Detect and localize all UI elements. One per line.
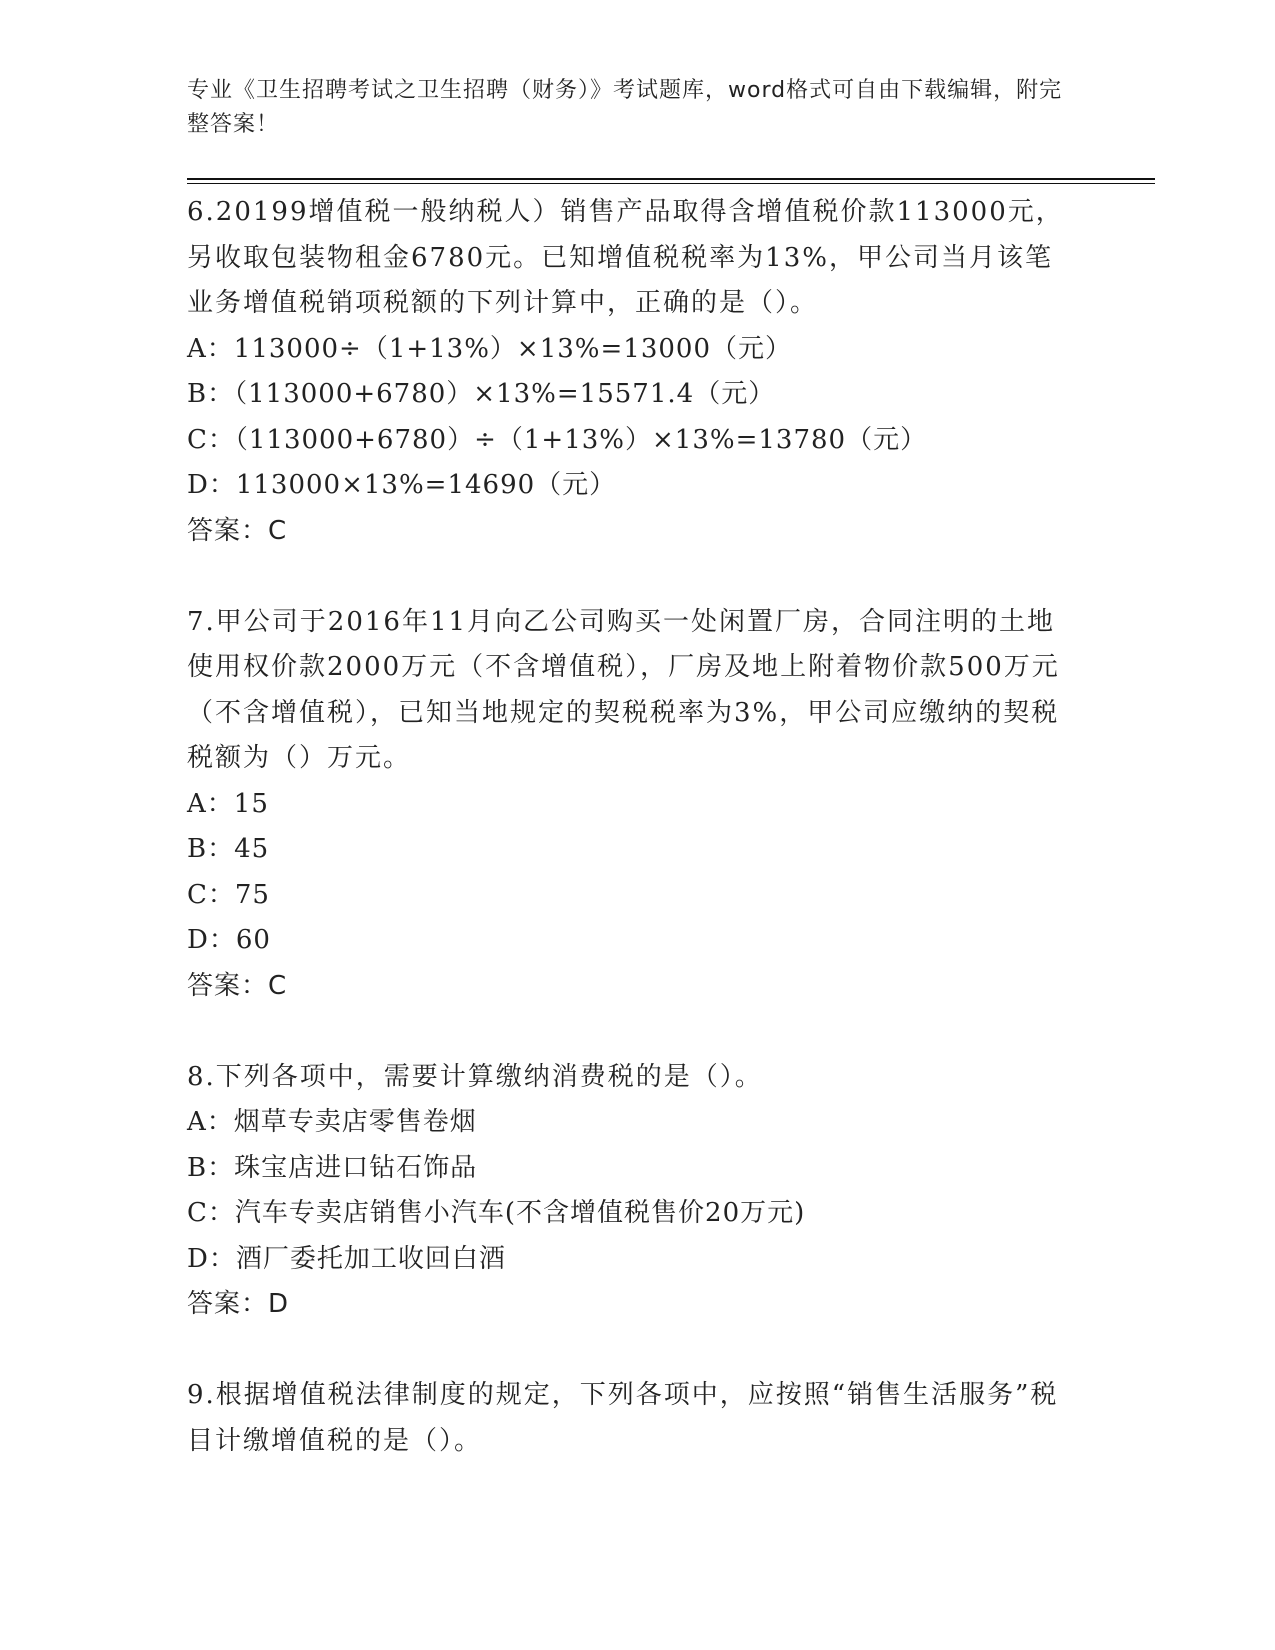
question-stem: 7.甲公司于2016年11月向乙公司购买一处闲置厂房，合同注明的土地使用权价款2000万元（不含增值税），厂房及地上附着物价款500万元（不含增值税），已知当地规定的契税税率为3%，甲公司应缴纳的契税税额为（）万元。	[187, 606, 1060, 773]
question-list	[187, 190, 1067, 1464]
question-stem: 9.根据增值税法律制度的规定，下列各项中，应按照“销售生活服务”税目计缴增值税的是（）。	[187, 1380, 1059, 1456]
header-rule-thick	[187, 178, 1155, 180]
option-b: B：（113000+6780）×13%=15571.4（元）	[187, 379, 776, 409]
option-a: A：烟草专卖店零售卷烟	[187, 1107, 477, 1137]
option-c: C：（113000+6780）÷（1+13%）×13%=13780（元）	[187, 424, 928, 455]
answer: 答案：D	[187, 1289, 290, 1319]
answer: 答案：C	[187, 515, 288, 546]
option-a: A：113000÷（1+13%）×13%=13000（元）	[187, 333, 792, 364]
question-8	[187, 1055, 1067, 1328]
option-a: A：15	[187, 788, 269, 819]
option-b: B：珠宝店进口钻石饰品	[187, 1152, 478, 1183]
option-d: D：113000×13%=14690（元）	[187, 470, 617, 500]
spacer	[187, 554, 1067, 600]
question-6	[187, 190, 1067, 554]
document-header: 专业《卫生招聘考试之卫生招聘（财务）》考试题库，word格式可自由下载编辑，附完整答案！	[187, 78, 1063, 137]
option-b: B：45	[187, 834, 270, 864]
question-9	[187, 1373, 1067, 1464]
header-rule-thin	[187, 183, 1155, 184]
option-c: C：75	[187, 879, 270, 910]
spacer	[187, 1009, 1067, 1055]
question-stem: 8.下列各项中，需要计算缴纳消费税的是（）。	[187, 1061, 763, 1092]
answer: 答案：C	[187, 970, 288, 1001]
option-d: D：酒厂委托加工收回白酒	[187, 1243, 506, 1274]
option-c: C：汽车专卖店销售小汽车(不含增值税售价20万元)	[187, 1198, 806, 1228]
option-d: D：60	[187, 925, 271, 955]
question-stem: 6.20199增值税一般纳税人）销售产品取得含增值税价款113000元，另收取包装物租金6780元。已知增值税税率为13%，甲公司当月该笔业务增值税销项税额的下列计算中，正确的是（）。	[187, 197, 1064, 318]
question-7	[187, 600, 1067, 1010]
spacer	[187, 1328, 1067, 1374]
